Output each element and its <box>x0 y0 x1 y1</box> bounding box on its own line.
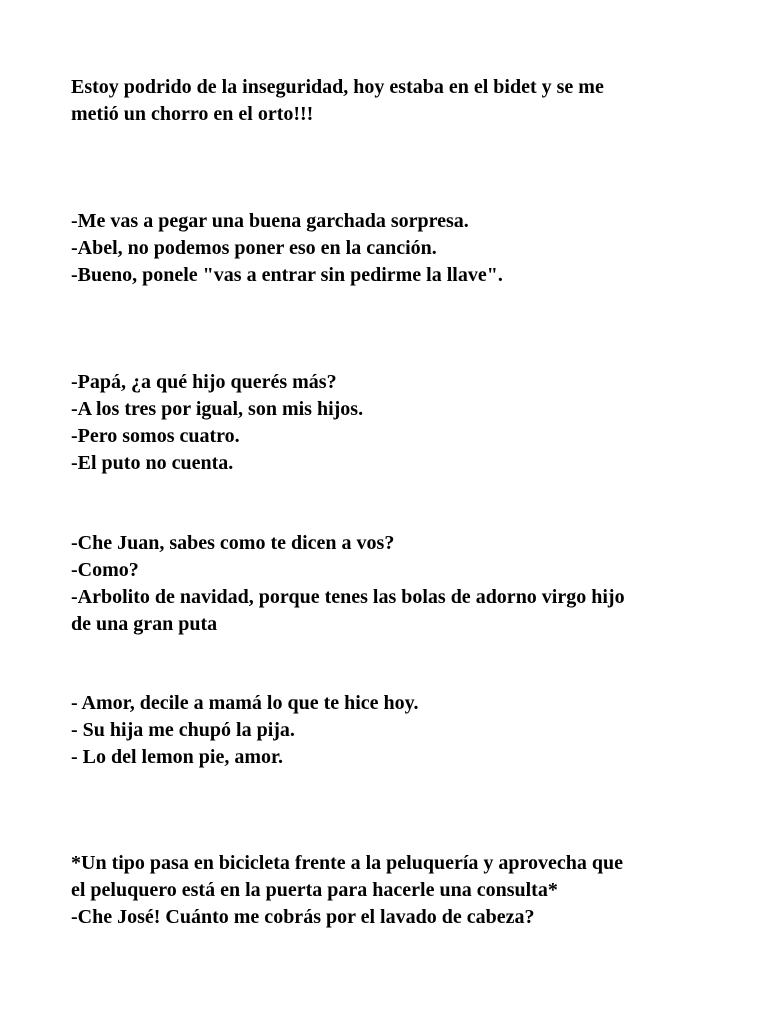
text-line: de una gran puta <box>71 613 218 635</box>
joke-block-3 <box>71 369 711 477</box>
text-line: -Pero somos cuatro. <box>71 425 240 447</box>
text-line: -Me vas a pegar una buena garchada sorpresa. <box>71 210 469 232</box>
joke-block-5 <box>71 690 711 771</box>
text-line: -A los tres por igual, son mis hijos. <box>71 398 364 420</box>
text-line: *Un tipo pasa en bicicleta frente a la peluquería y aprovecha que <box>71 852 624 874</box>
joke-block-1 <box>71 74 711 128</box>
text-line: Estoy podrido de la inseguridad, hoy estaba en el bidet y se me <box>71 76 604 98</box>
text-line: -Arbolito de navidad, porque tenes las bolas de adorno virgo hijo <box>71 586 625 608</box>
text-line: -Abel, no podemos poner eso en la canción. <box>71 237 437 259</box>
text-line: metió un chorro en el orto!!! <box>71 103 314 125</box>
text-line: - Amor, decile a mamá lo que te hice hoy. <box>71 692 419 714</box>
text-line: -Papá, ¿a qué hijo querés más? <box>71 371 337 393</box>
text-line: -Che Juan, sabes como te dicen a vos? <box>71 532 395 554</box>
text-line: -Che José! Cuánto me cobrás por el lavado de cabeza? <box>71 906 535 928</box>
text-line: el peluquero está en la puerta para hacerle una consulta* <box>71 879 558 901</box>
text-line: -Bueno, ponele "vas a entrar sin pedirme la llave". <box>71 264 503 286</box>
text-line: - Lo del lemon pie, amor. <box>71 746 284 768</box>
joke-block-4 <box>71 530 711 638</box>
text-line: - Su hija me chupó la pija. <box>71 719 295 741</box>
text-line: -Como? <box>71 559 139 581</box>
text-line: -El puto no cuenta. <box>71 452 234 474</box>
joke-block-6 <box>71 850 711 931</box>
joke-block-2 <box>71 208 711 289</box>
